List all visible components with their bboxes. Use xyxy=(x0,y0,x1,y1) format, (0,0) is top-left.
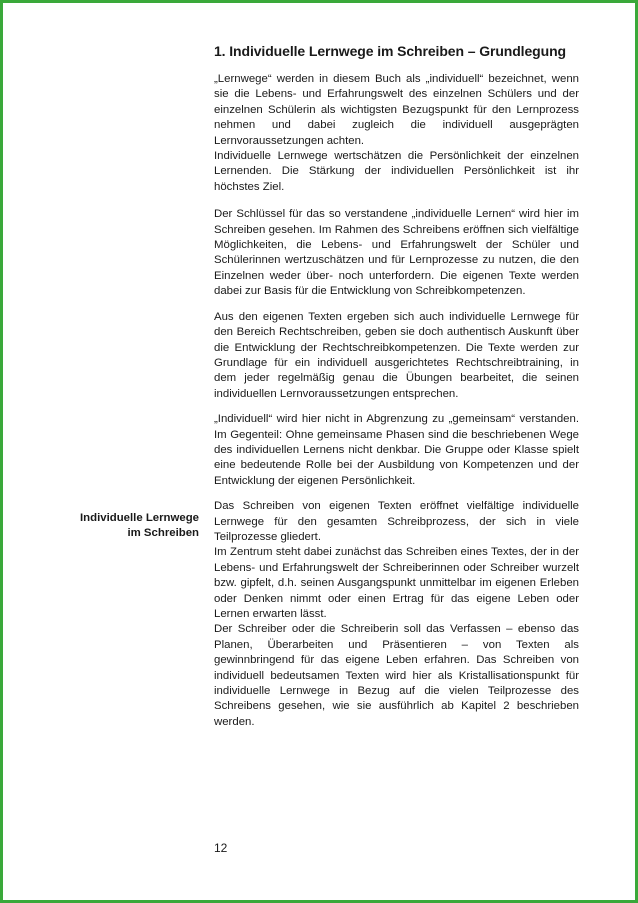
page-number: 12 xyxy=(214,841,228,855)
paragraph: „Lernwege“ werden in diesem Buch als „individuell“ bezeichnet, wenn sie die Lebens- und Erfahrungswelt des einzelnen Schülers und der einzelnen Schülerin als wichtigsten Bezugspunkt für den Lernprozess nehmen und dabei zugleich die individuell ausgeprägten Lernvoraussetzungen achten. xyxy=(214,73,579,147)
body-text xyxy=(214,72,579,730)
side-heading-line: im Schreiben xyxy=(127,527,199,540)
paragraph: Der Schreiber oder die Schreiberin soll das Verfassen – ebenso das Planen, Überarbeiten und Präsentieren – von Texten als gewinnbringend für das eigene Leben erfahren. Das Schreiben von individuell bedeutsamen Texten wird hier als Kristallisationspunkt für individuelle Lernwege in Bezug auf die vielen Teilprozesse des Schreibens gesehen, wie sie ausführlich ab Kapitel 2 beschrieben werden. xyxy=(214,623,579,728)
paragraph: Das Schreiben von eigenen Texten eröffnet vielfältige individuelle Lernwege für den gesamten Schreibprozess, der sich in viele Teilprozesse gliedert. xyxy=(214,500,579,543)
paragraph: Aus den eigenen Texten ergeben sich auch individuelle Lernwege für den Bereich Rechtschreiben, geben sie doch authentisch Auskunft über die Entwicklung der Rechtschreibkompetenzen. Die Texte werden zur Grundlage für ein individuell ausgerichtetes Rechtschreibtraining, in dem jeder regelmäßig genau die Übungen bearbeitet, die seinen individuellen Lernvoraussetzungen entsprechen. xyxy=(214,310,579,400)
paragraph: Individuelle Lernwege wertschätzen die Persönlichkeit der einzelnen Lernenden. Die Stärkung der individuellen Persönlichkeit ist ihr höchstes Ziel. xyxy=(214,150,579,193)
paragraph: „Individuell“ wird hier nicht in Abgrenzung zu „gemeinsam“ verstanden. Im Gegenteil: Ohne gemeinsame Phasen sind die beschriebenen Wege des individuellen Lernens nicht denkbar. Die Gruppe oder Klasse spielt eine bedeutende Rolle bei der Ausbildung von Kompetenzen und der Entwicklung der eigenen Persönlichkeit. xyxy=(214,413,579,487)
page-title: 1. Individuelle Lernwege im Schreiben – Grundlegung xyxy=(214,43,566,59)
paragraph: Im Zentrum steht dabei zunächst das Schreiben eines Textes, der in der Lebens- und Erfahrungswelt der Schreiberinnen oder Schreiber wurzelt bzw. gipfelt, d.h. seinen Ausgangspunkt unmittelbar im eigenen Erleben oder Denken nimmt oder einen Ertrag für das eigene Leben oder Lernen erwarten lässt. xyxy=(214,546,579,620)
paragraph: Der Schlüssel für das so verstandene „individuelle Lernen“ wird hier im Schreiben gesehen. Im Rahmen des Schreibens eröffnen sich vielfältige Möglichkeiten, die Lebens- und Erfahrungswelt der Schüler und Schülerinnen wertzuschätzen und für Lernprozesse zu nutzen, die den Einzelnen weder über- noch unterfordern. Die eigenen Texte werden dabei zur Basis für die Entwicklung von Schreibkompetenzen. xyxy=(214,208,579,298)
side-heading xyxy=(43,511,199,542)
side-heading-line: Individuelle Lernwege xyxy=(80,512,199,524)
